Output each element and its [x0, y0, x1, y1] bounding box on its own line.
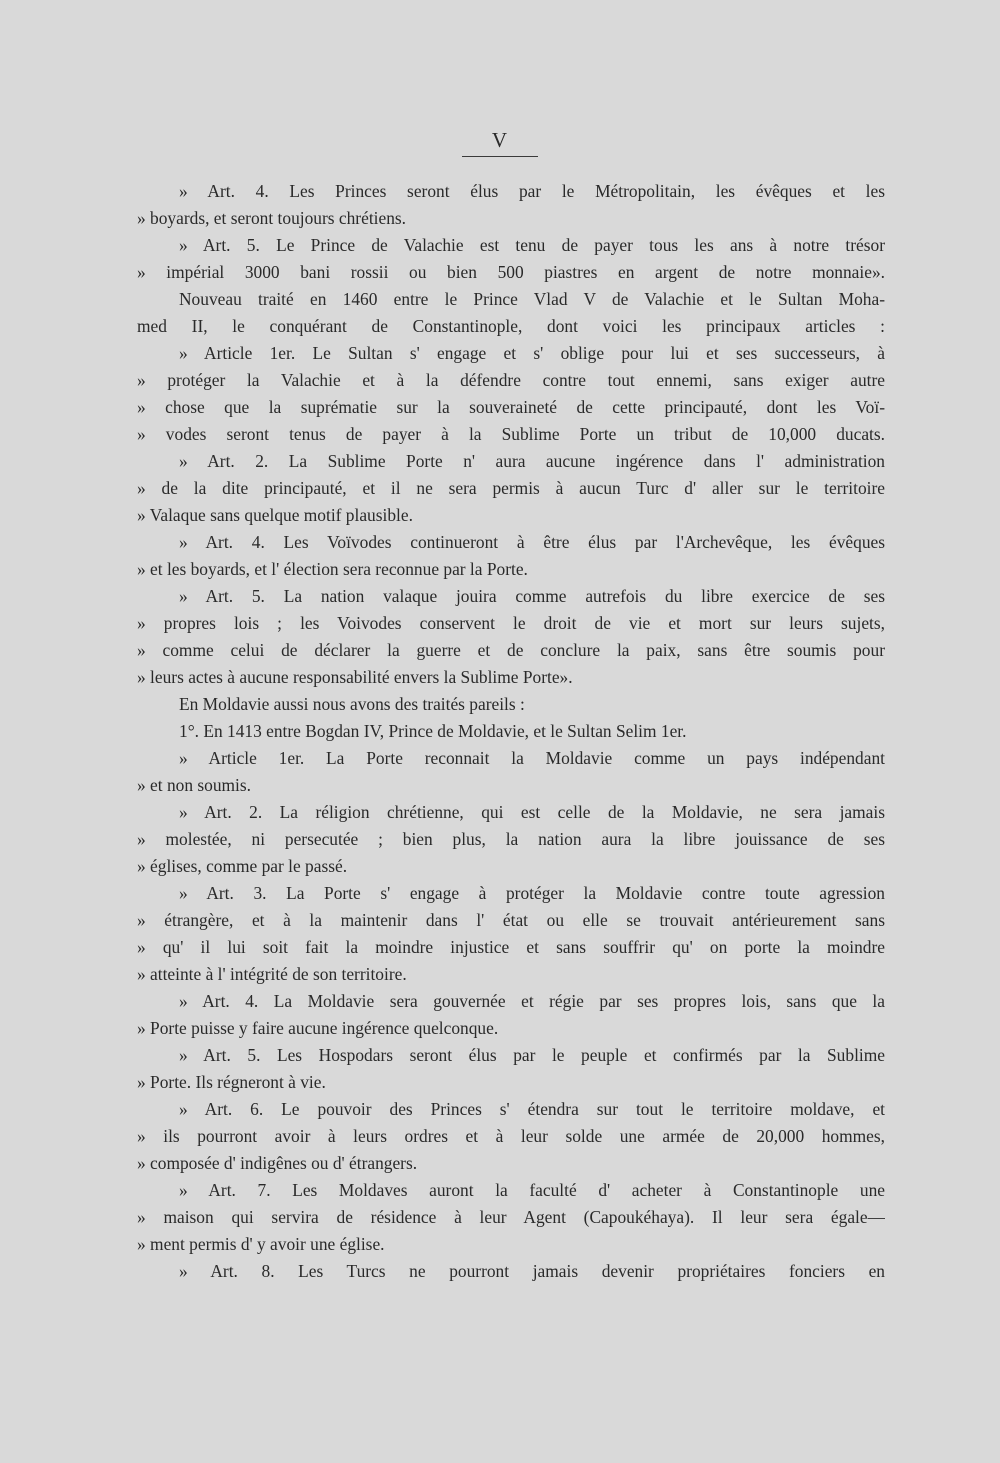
text-line: » Art. 5. Le Prince de Valachie est tenu de payer tous les ans à notre trésor — [179, 235, 885, 255]
text-line: » Art. 2. La réligion chrétienne, qui est celle de la Moldavie, ne sera jamais — [179, 802, 885, 822]
text-line: » et les boyards, et l' élection sera reconnue par la Porte. — [137, 559, 528, 579]
text-line: » ils pourront avoir à leurs ordres et à leur solde une armée de 20,000 hommes, — [137, 1126, 885, 1146]
text-line: » maison qui servira de résidence à leur Agent (Capoukéhaya). Il leur sera égale— — [137, 1207, 885, 1227]
body-text — [137, 178, 885, 1285]
text-line: Nouveau traité en 1460 entre le Prince Vlad V de Valachie et le Sultan Moha- — [179, 289, 885, 309]
text-line: » Art. 4. Les Voïvodes continueront à être élus par l'Archevêque, les évêques — [179, 532, 885, 552]
text-line: » impérial 3000 bani rossii ou bien 500 piastres en argent de notre monnaie». — [137, 262, 885, 282]
text-line: » qu' il lui soit fait la moindre injustice et sans souffrir qu' on porte la moindre — [137, 937, 885, 957]
text-line: » Valaque sans quelque motif plausible. — [137, 505, 413, 525]
text-line: » protéger la Valachie et à la défendre contre tout ennemi, sans exiger autre — [137, 370, 885, 390]
text-line: » Art. 5. La nation valaque jouira comme autrefois du libre exercice de ses — [179, 586, 885, 606]
text-line: » ment permis d' y avoir une église. — [137, 1234, 385, 1254]
text-line: » vodes seront tenus de payer à la Sublime Porte un tribut de 10,000 ducats. — [137, 424, 885, 444]
text-line: » étrangère, et à la maintenir dans l' état ou elle se trouvait antérieurement sans — [137, 910, 885, 930]
text-line: » Art. 4. Les Princes seront élus par le Métropolitain, les évêques et les — [179, 181, 885, 201]
text-line: » églises, comme par le passé. — [137, 856, 348, 876]
text-line: » de la dite principauté, et il ne sera permis à aucun Turc d' aller sur le territoire — [137, 478, 885, 498]
text-line: » comme celui de déclarer la guerre et de conclure la paix, sans être soumis pour — [137, 640, 885, 660]
text-line: » boyards, et seront toujours chrétiens. — [137, 208, 407, 228]
text-line: » chose que la suprématie sur la souveraineté de cette principauté, dont les Voï- — [137, 397, 885, 417]
text-line: » composée d' indigênes ou d' étrangers. — [137, 1153, 418, 1173]
text-line: » propres lois ; les Voivodes conservent le droit de vie et mort sur leurs sujets, — [137, 613, 885, 633]
text-line: » Article 1er. Le Sultan s' engage et s' oblige pour lui et ses successeurs, à — [179, 343, 885, 363]
page-number: V — [462, 128, 538, 157]
text-line: En Moldavie aussi nous avons des traités pareils : — [179, 694, 525, 714]
text-line: » Art. 8. Les Turcs ne pourront jamais devenir propriétaires fonciers en — [179, 1261, 885, 1281]
text-line: » Art. 5. Les Hospodars seront élus par le peuple et confirmés par la Sublime — [179, 1045, 885, 1065]
text-line: » Art. 4. La Moldavie sera gouvernée et régie par ses propres lois, sans que la — [179, 991, 885, 1011]
text-line: » et non soumis. — [137, 775, 252, 795]
text-line: » molestée, ni persecutée ; bien plus, la nation aura la libre jouissance de ses — [137, 829, 885, 849]
text-line: » Article 1er. La Porte reconnait la Moldavie comme un pays indépendant — [179, 748, 885, 768]
text-line: » Art. 6. Le pouvoir des Princes s' étendra sur tout le territoire moldave, et — [179, 1099, 885, 1119]
text-line: 1°. En 1413 entre Bogdan IV, Prince de Moldavie, et le Sultan Selim 1er. — [179, 721, 687, 741]
text-line: » Art. 3. La Porte s' engage à protéger la Moldavie contre toute agression — [179, 883, 885, 903]
text-line: » Porte. Ils régneront à vie. — [137, 1072, 326, 1092]
text-line: » leurs actes à aucune responsabilité envers la Sublime Porte». — [137, 667, 573, 687]
text-line: » Art. 7. Les Moldaves auront la faculté d' acheter à Constantinople une — [179, 1180, 885, 1200]
text-line: » atteinte à l' intégrité de son territoire. — [137, 964, 407, 984]
text-line: » Art. 2. La Sublime Porte n' aura aucune ingérence dans l' administration — [179, 451, 885, 471]
text-line: med II, le conquérant de Constantinople, dont voici les principaux articles : — [137, 316, 885, 336]
page-header — [0, 128, 1000, 157]
text-line: » Porte puisse y faire aucune ingérence quelconque. — [137, 1018, 499, 1038]
